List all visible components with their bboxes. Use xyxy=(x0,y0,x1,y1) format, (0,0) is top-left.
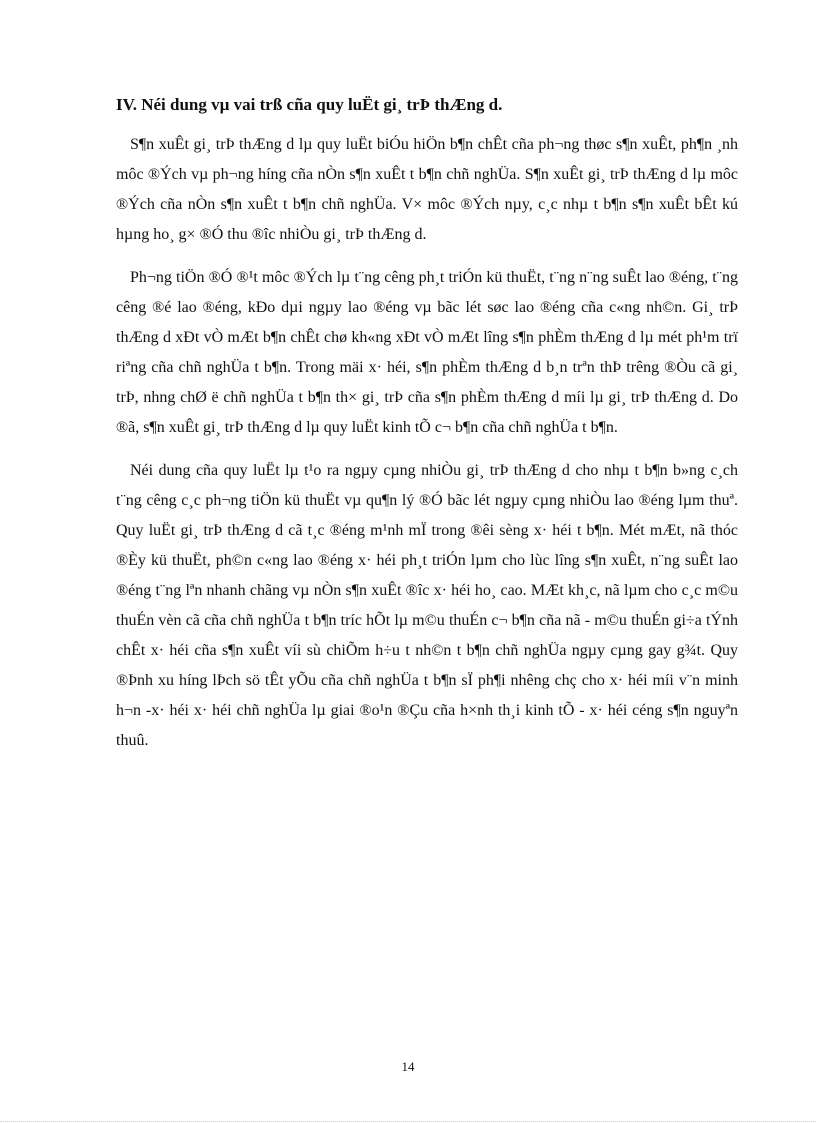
page-content xyxy=(116,92,738,769)
paragraph-3: Néi dung cña quy luËt lµ t¹o ra ngµy cµng nhiÒu gi¸ trÞ thÆng d cho nhµ t b¶n b»ng c¸ch t¨ng cêng c¸c ph¬ng tiÖn kü thuËt vµ qu¶n lý ®Ó bãc lét ngµy cµng nhiÒu lao ®éng lµm thuª. Quy luËt gi¸ trÞ thÆng d cã t¸c ®éng m¹nh mÏ trong ®êi sèng x· héi t b¶n. Mét mÆt, nã thóc ®Èy kü thuËt, ph©n c«ng lao ®éng x· héi ph¸t triÓn lµm cho lùc lîng s¶n xuÊt, n¨ng suÊt lao ®éng t¨ng lªn nhanh chãng vµ nÒn s¶n xuÊt ®îc x· héi ho¸ cao. MÆt kh¸c, nã lµm cho c¸c m©u thuÉn vèn cã cña chñ nghÜa t b¶n tríc hÕt lµ m©u thuÉn c¬ b¶n cña nã - m©u thuÉn gi÷a tÝnh chÊt x· héi cña s¶n xuÊt víi sù chiÕm h÷u t nh©n t b¶n chñ nghÜa ngµy cµng gay g¾t. Quy ®Þnh xu híng lÞch sö tÊt yÕu cña chñ nghÜa t b¶n sÏ ph¶i nhêng chç cho x· héi míi v¨n minh h¬n -x· héi x· héi chñ nghÜa lµ giai ®o¹n ®Çu cña h×nh th¸i kinh tÕ - x· héi céng s¶n nguyªn thuû. xyxy=(116,462,738,749)
paragraph-2: Ph¬ng tiÖn ®Ó ®¹t môc ®Ých lµ t¨ng cêng ph¸t triÓn kü thuËt, t¨ng n¨ng suÊt lao ®éng, t¨ng cêng ®é lao ®éng, kÐo dµi ngµy lao ®éng vµ bãc lét søc lao ®éng cña c«ng nh©n. Gi¸ trÞ thÆng d xÐt vÒ mÆt b¶n chÊt chø kh«ng xÐt vÒ mÆt lîng s¶n phÈm thÆng d lµ mét ph¹m trï riªng cña chñ nghÜa t b¶n. Trong mäi x· héi, s¶n phÈm thÆng d b¸n trªn thÞ trêng ®Òu cã gi¸ trÞ, nhng chØ ë chñ nghÜa t b¶n th× gi¸ trÞ cña s¶n phÈm thÆng d míi lµ gi¸ trÞ thÆng d. Do ®ã, s¶n xuÊt gi¸ trÞ thÆng d lµ quy luËt kinh tÕ c¬ b¶n cña chñ nghÜa t b¶n. xyxy=(116,269,738,436)
section-heading: IV. Néi dung vµ vai trß cña quy luËt gi¸ trÞ thÆng d. xyxy=(116,95,503,114)
page-bottom-divider xyxy=(0,1121,816,1122)
paragraph-1: S¶n xuÊt gi¸ trÞ thÆng d lµ quy luËt biÓu hiÖn b¶n chÊt cña ph¬ng thøc s¶n xuÊt, ph¶n ¸nh môc ®Ých vµ ph¬ng híng cña nÒn s¶n xuÊt t b¶n chñ nghÜa. S¶n xuÊt gi¸ trÞ thÆng d lµ môc ®Ých cña nÒn s¶n xuÊt t b¶n chñ nghÜa. V× môc ®Ých nµy, c¸c nhµ t b¶n s¶n xuÊt bÊt kú hµng ho¸ g× ®Ó thu ®îc nhiÒu gi¸ trÞ thÆng d. xyxy=(116,136,738,243)
page-number: 14 xyxy=(401,1059,415,1074)
